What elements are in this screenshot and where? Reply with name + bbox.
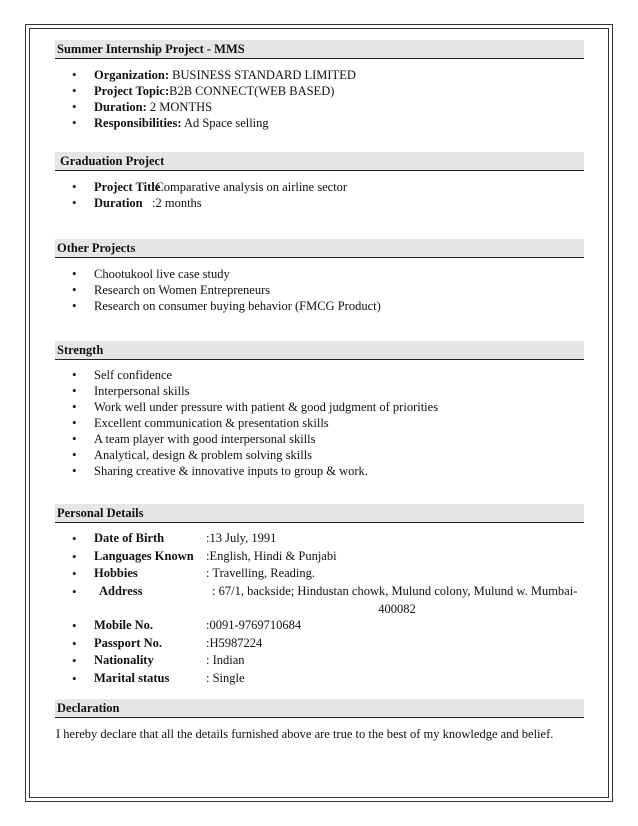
list-item: • Marital status : Single	[70, 670, 582, 688]
list-item: • Self confidence	[70, 367, 438, 383]
list-item: • Organization: BUSINESS STANDARD LIMITED	[70, 67, 356, 83]
list-item: • Chootukool live case study	[70, 266, 381, 282]
section-heading-internship: Summer Internship Project - MMS	[55, 40, 584, 59]
list-item: • Research on Women Entrepreneurs	[70, 282, 381, 298]
section-heading-strength: Strength	[55, 341, 584, 360]
list-item: • Address : 67/1, backside; Hindustan chowk, Mulund colony, Mulund w. Mumbai- 400082	[70, 583, 582, 617]
section-heading-personal-details: Personal Details	[55, 504, 584, 523]
strength-list	[70, 367, 438, 479]
list-item: • Date of Birth :13 July, 1991	[70, 530, 582, 548]
list-item: • Mobile No. :0091-9769710684	[70, 617, 582, 635]
list-item: • Nationality : Indian	[70, 652, 582, 670]
graduation-list	[70, 179, 347, 211]
list-item: • Excellent communication & presentation skills	[70, 415, 438, 431]
list-item: • Work well under pressure with patient & good judgment of priorities	[70, 399, 438, 415]
personal-details-list	[70, 530, 582, 688]
other-projects-list	[70, 266, 381, 314]
section-heading-graduation: Graduation Project	[55, 152, 584, 171]
declaration-text: I hereby declare that all the details furnished above are true to the best of my knowledge and belief.	[56, 727, 554, 741]
list-item: • Analytical, design & problem solving skills	[70, 447, 438, 463]
list-item: • Passport No. :H5987224	[70, 635, 582, 653]
list-item: • Interpersonal skills	[70, 383, 438, 399]
list-item: • Duration :2 months	[70, 195, 347, 211]
section-heading-declaration: Declaration	[55, 699, 584, 718]
section-heading-other-projects: Other Projects	[55, 239, 584, 258]
list-item: • A team player with good interpersonal skills	[70, 431, 438, 447]
list-item: • Project Topic:B2B CONNECT(WEB BASED)	[70, 83, 356, 99]
list-item: • Research on consumer buying behavior (FMCG Product)	[70, 298, 381, 314]
list-item: • Project Title:Comparative analysis on airline sector	[70, 179, 347, 195]
list-item: • Duration: 2 MONTHS	[70, 99, 356, 115]
list-item: • Sharing creative & innovative inputs to group & work.	[70, 463, 438, 479]
list-item: • Responsibilities: Ad Space selling	[70, 115, 356, 131]
list-item: • Hobbies : Travelling, Reading.	[70, 565, 582, 583]
internship-list	[70, 67, 356, 131]
list-item: • Languages Known :English, Hindi & Punjabi	[70, 548, 582, 566]
